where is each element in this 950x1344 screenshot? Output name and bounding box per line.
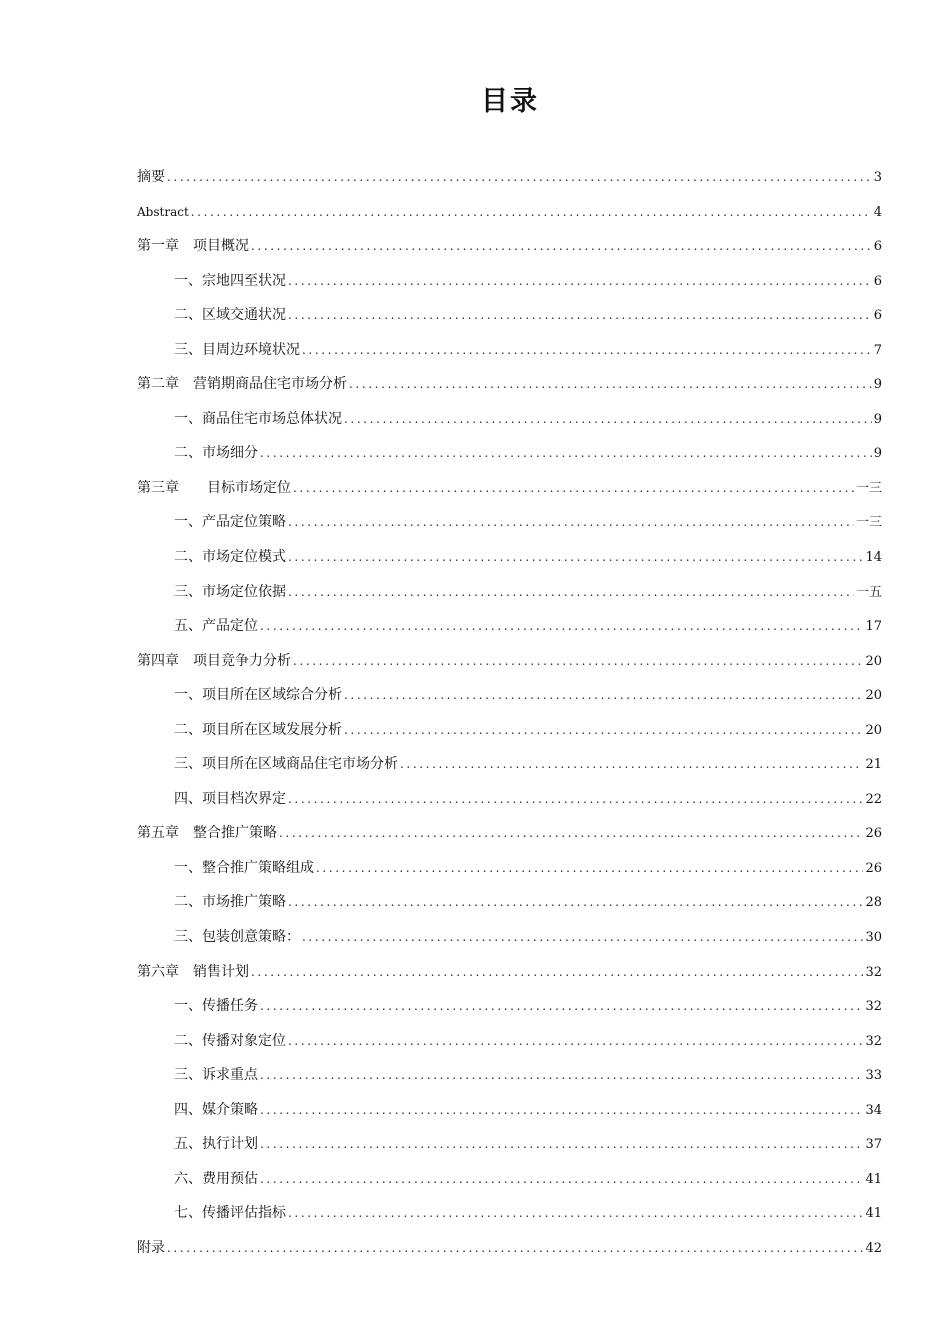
toc-page-number: 3	[873, 170, 882, 185]
toc-entry-label: 第一章 项目概况	[137, 238, 249, 255]
toc-page-number: 4	[873, 204, 882, 220]
toc-chapter-entry[interactable]	[137, 195, 882, 230]
toc-page-number: 32	[865, 999, 882, 1015]
toc-entry-label: 三、诉求重点	[174, 1067, 258, 1084]
toc-page-number: 6	[873, 273, 882, 289]
toc-page-number: 一五	[855, 584, 882, 600]
toc-entry-label: 第五章 整合推广策略	[137, 825, 277, 842]
toc-entry-label: 二、区域交通状况	[174, 307, 286, 324]
toc-entry-label: 一、商品住宅市场总体状况	[174, 410, 342, 427]
toc-dot-leader	[288, 540, 863, 575]
toc-dot-leader	[167, 160, 872, 195]
toc-entry-label: 二、市场细分	[174, 445, 258, 462]
toc-section-entry[interactable]	[137, 1196, 882, 1231]
toc-chapter-entry[interactable]	[137, 471, 882, 506]
toc-entry-label: 七、传播评估指标	[174, 1205, 286, 1222]
toc-section-entry[interactable]	[137, 264, 882, 299]
toc-dot-leader	[260, 609, 863, 644]
toc-page-number: 一三	[855, 515, 882, 531]
toc-page-number: 9	[873, 377, 882, 393]
toc-entry-label: 六、费用预估	[174, 1170, 258, 1187]
toc-dot-leader	[251, 955, 863, 990]
toc-section-entry[interactable]	[137, 436, 882, 471]
toc-entry-label: 四、项目档次界定	[174, 790, 286, 807]
toc-section-entry[interactable]	[137, 713, 882, 748]
toc-dot-leader	[344, 402, 872, 437]
toc-entry-label: 摘要	[137, 169, 165, 185]
toc-dot-leader	[302, 333, 872, 368]
toc-section-entry[interactable]	[137, 1024, 882, 1059]
toc-section-entry[interactable]	[137, 989, 882, 1024]
toc-page-number: 26	[865, 860, 882, 876]
toc-dot-leader	[349, 367, 872, 402]
toc-section-entry[interactable]	[137, 885, 882, 920]
toc-dot-leader	[260, 1162, 863, 1197]
toc-dot-leader	[288, 298, 872, 333]
toc-section-entry[interactable]	[137, 920, 882, 955]
toc-chapter-entry[interactable]	[137, 955, 882, 990]
toc-dot-leader	[316, 851, 863, 886]
toc-section-entry[interactable]	[137, 402, 882, 437]
toc-entry-label: 三、项目所在区域商品住宅市场分析	[174, 756, 398, 773]
toc-entry-label: 五、产品定位	[174, 618, 258, 635]
toc-dot-leader	[400, 747, 863, 782]
toc-chapter-entry[interactable]	[137, 644, 882, 679]
toc-dot-leader	[260, 1058, 863, 1093]
toc-entry-label: 四、媒介策略	[174, 1101, 258, 1118]
toc-page-number: 14	[865, 550, 882, 566]
toc-section-entry[interactable]	[137, 1058, 882, 1093]
toc-chapter-entry[interactable]	[137, 160, 882, 195]
toc-section-entry[interactable]	[137, 505, 882, 540]
toc-entry-label: 一、传播任务	[174, 998, 258, 1015]
toc-dot-leader	[288, 885, 863, 920]
toc-page-number: 28	[865, 895, 882, 911]
toc-dot-leader	[288, 505, 854, 540]
toc-section-entry[interactable]	[137, 678, 882, 713]
toc-section-entry[interactable]	[137, 540, 882, 575]
toc-page-number: 6	[873, 308, 882, 324]
toc-entry-label: 第二章 营销期商品住宅市场分析	[137, 376, 347, 393]
toc-entry-label: 第六章 销售计划	[137, 963, 249, 980]
toc-entry-label: 二、项目所在区域发展分析	[174, 721, 342, 738]
toc-section-entry[interactable]	[137, 575, 882, 610]
toc-entry-label: 附录	[137, 1239, 165, 1256]
toc-page-number: 32	[865, 1033, 882, 1049]
toc-page-number: 33	[865, 1068, 882, 1084]
toc-page-number: 26	[865, 826, 882, 842]
toc-dot-leader	[344, 713, 863, 748]
toc-page-number: 41	[865, 1171, 882, 1187]
toc-page-number: 21	[865, 757, 882, 773]
toc-section-entry[interactable]	[137, 298, 882, 333]
toc-page-number: 37	[865, 1137, 882, 1153]
toc-entry-label: 一、宗地四至状况	[174, 272, 286, 289]
toc-dot-leader	[288, 1024, 863, 1059]
toc-chapter-entry[interactable]	[137, 229, 882, 264]
toc-dot-leader	[288, 264, 872, 299]
toc-entry-label: 第四章 项目竞争力分析	[137, 652, 291, 669]
toc-page-number: 20	[865, 653, 882, 669]
toc-title: 目录	[481, 86, 539, 117]
toc-section-entry[interactable]	[137, 782, 882, 817]
toc-section-entry[interactable]	[137, 851, 882, 886]
toc-section-entry[interactable]	[137, 1162, 882, 1197]
toc-page-number: 17	[865, 619, 882, 635]
toc-section-entry[interactable]	[137, 333, 882, 368]
toc-section-entry[interactable]	[137, 1127, 882, 1162]
toc-entry-label: Abstract	[137, 204, 189, 219]
toc-page-number: 41	[865, 1206, 882, 1222]
toc-page-number: 7	[873, 342, 882, 358]
toc-page-number: 9	[873, 446, 882, 462]
toc-page-number: 34	[865, 1102, 882, 1118]
toc-page-number: 20	[865, 722, 882, 738]
toc-list	[137, 160, 882, 1266]
toc-entry-label: 三、包装创意策略：	[174, 929, 300, 946]
toc-section-entry[interactable]	[137, 1093, 882, 1128]
toc-page-number: 9	[873, 411, 882, 427]
toc-entry-label: 二、市场推广策略	[174, 894, 286, 911]
toc-page-number: 32	[865, 964, 882, 980]
toc-dot-leader	[344, 678, 863, 713]
toc-dot-leader	[191, 195, 872, 230]
toc-entry-label: 一、整合推广策略组成	[174, 859, 314, 876]
toc-dot-leader	[288, 1196, 863, 1231]
toc-entry-label: 一、产品定位策略	[174, 514, 286, 531]
toc-entry-label: 第三章 目标市场定位	[137, 479, 291, 496]
toc-chapter-entry[interactable]	[137, 1231, 882, 1266]
toc-page-number: 6	[873, 239, 882, 255]
toc-dot-leader	[260, 436, 872, 471]
toc-dot-leader	[302, 920, 863, 955]
toc-page-number: 42	[865, 1240, 882, 1256]
toc-dot-leader	[260, 1093, 863, 1128]
toc-page-number: 20	[865, 688, 882, 704]
toc-dot-leader	[260, 989, 863, 1024]
toc-entry-label: 一、项目所在区域综合分析	[174, 687, 342, 704]
toc-entry-label: 二、市场定位模式	[174, 549, 286, 566]
toc-dot-leader	[288, 782, 863, 817]
toc-page-number: 一三	[855, 480, 882, 496]
toc-chapter-entry[interactable]	[137, 816, 882, 851]
toc-dot-leader	[167, 1231, 863, 1266]
toc-dot-leader	[260, 1127, 863, 1162]
toc-page-number: 22	[865, 791, 882, 807]
toc-entry-label: 五、执行计划	[174, 1136, 258, 1153]
toc-dot-leader	[288, 575, 854, 610]
toc-dot-leader	[251, 229, 872, 264]
toc-dot-leader	[293, 471, 854, 506]
toc-dot-leader	[293, 644, 863, 679]
toc-chapter-entry[interactable]	[137, 367, 882, 402]
toc-entry-label: 二、传播对象定位	[174, 1032, 286, 1049]
toc-section-entry[interactable]	[137, 747, 882, 782]
toc-page-number: 30	[865, 930, 882, 946]
toc-entry-label: 三、市场定位依据	[174, 583, 286, 600]
toc-dot-leader	[279, 816, 863, 851]
toc-entry-label: 三、目周边环境状况	[174, 341, 300, 358]
toc-section-entry[interactable]	[137, 609, 882, 644]
